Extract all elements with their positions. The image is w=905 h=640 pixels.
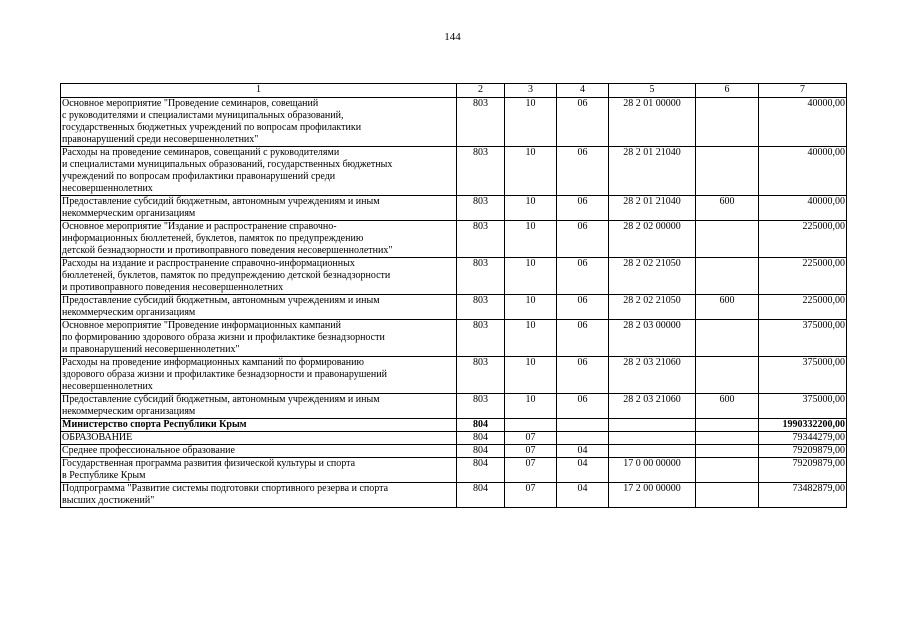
column-header: 3 bbox=[505, 84, 557, 98]
row-subsection-code bbox=[557, 419, 609, 432]
row-target-article: 28 2 01 21040 bbox=[609, 196, 696, 221]
table-row bbox=[61, 295, 847, 320]
row-section-code: 10 bbox=[505, 221, 557, 258]
row-expense-type bbox=[696, 432, 759, 445]
page-number: 144 bbox=[444, 31, 461, 43]
row-amount: 79344279,00 bbox=[759, 432, 847, 445]
row-name: Основное мероприятие "Проведение информационных кампаний по формированию здорового образа жизни и профилактике безнадзорности и правонарушений несовершеннолетних" bbox=[61, 320, 457, 357]
table-row bbox=[61, 432, 847, 445]
table-row bbox=[61, 98, 847, 147]
budget-table bbox=[60, 83, 847, 508]
row-section-code: 07 bbox=[505, 458, 557, 483]
row-target-article: 28 2 03 21060 bbox=[609, 357, 696, 394]
row-section-code: 10 bbox=[505, 295, 557, 320]
row-ministry-code: 804 bbox=[457, 483, 505, 508]
row-target-article bbox=[609, 445, 696, 458]
row-subsection-code: 06 bbox=[557, 98, 609, 147]
row-section-code bbox=[505, 419, 557, 432]
row-target-article bbox=[609, 419, 696, 432]
row-section-code: 07 bbox=[505, 445, 557, 458]
row-amount: 79209879,00 bbox=[759, 458, 847, 483]
row-subsection-code: 04 bbox=[557, 445, 609, 458]
row-expense-type: 600 bbox=[696, 295, 759, 320]
row-ministry-code: 803 bbox=[457, 258, 505, 295]
table-row bbox=[61, 445, 847, 458]
row-amount: 40000,00 bbox=[759, 196, 847, 221]
row-expense-type: 600 bbox=[696, 196, 759, 221]
row-target-article: 28 2 01 21040 bbox=[609, 147, 696, 196]
row-section-code: 07 bbox=[505, 483, 557, 508]
column-number-row bbox=[61, 84, 847, 98]
row-name: Предоставление субсидий бюджетным, автономным учреждениям и иным некоммерческим организациям bbox=[61, 196, 457, 221]
row-subsection-code: 06 bbox=[557, 221, 609, 258]
row-name: Основное мероприятие "Проведение семинаров, совещаний с руководителями и специалистами муниципальных образований, государственных бюджетных учреждений по вопросам профилактики правонарушений среди несовершеннолетних" bbox=[61, 98, 457, 147]
row-expense-type bbox=[696, 419, 759, 432]
table-row bbox=[61, 258, 847, 295]
row-amount: 375000,00 bbox=[759, 394, 847, 419]
row-amount: 1990332200,00 bbox=[759, 419, 847, 432]
row-ministry-code: 804 bbox=[457, 419, 505, 432]
table-row bbox=[61, 394, 847, 419]
row-section-code: 10 bbox=[505, 320, 557, 357]
row-expense-type bbox=[696, 258, 759, 295]
row-name: Предоставление субсидий бюджетным, автономным учреждениям и иным некоммерческим организациям bbox=[61, 295, 457, 320]
row-name: ОБРАЗОВАНИЕ bbox=[61, 432, 457, 445]
table-row bbox=[61, 196, 847, 221]
row-ministry-code: 803 bbox=[457, 320, 505, 357]
row-section-code: 10 bbox=[505, 98, 557, 147]
row-amount: 40000,00 bbox=[759, 98, 847, 147]
table-row bbox=[61, 483, 847, 508]
row-subsection-code: 06 bbox=[557, 357, 609, 394]
row-ministry-code: 803 bbox=[457, 295, 505, 320]
column-header: 4 bbox=[557, 84, 609, 98]
table-row bbox=[61, 458, 847, 483]
row-expense-type bbox=[696, 98, 759, 147]
row-subsection-code: 06 bbox=[557, 147, 609, 196]
row-expense-type bbox=[696, 221, 759, 258]
row-section-code: 10 bbox=[505, 394, 557, 419]
row-amount: 375000,00 bbox=[759, 357, 847, 394]
column-header: 6 bbox=[696, 84, 759, 98]
row-ministry-code: 804 bbox=[457, 458, 505, 483]
row-target-article: 28 2 01 00000 bbox=[609, 98, 696, 147]
row-name: Министерство спорта Республики Крым bbox=[61, 419, 457, 432]
row-name: Расходы на издание и распространение справочно-информационных бюллетеней, буклетов, памяток по предупреждению детской безнадзорности и противоправного поведения несовершеннолетних bbox=[61, 258, 457, 295]
row-ministry-code: 803 bbox=[457, 221, 505, 258]
row-expense-type: 600 bbox=[696, 394, 759, 419]
row-amount: 225000,00 bbox=[759, 258, 847, 295]
table-row bbox=[61, 221, 847, 258]
row-expense-type bbox=[696, 320, 759, 357]
row-name: Расходы на проведение семинаров, совещаний с руководителями и специалистами муниципальных образований, государственных бюджетных учреждений по вопросам профилактики правонарушений среди несовершеннолетних bbox=[61, 147, 457, 196]
row-section-code: 10 bbox=[505, 357, 557, 394]
row-target-article: 28 2 03 21060 bbox=[609, 394, 696, 419]
row-ministry-code: 803 bbox=[457, 147, 505, 196]
row-expense-type bbox=[696, 458, 759, 483]
row-subsection-code: 06 bbox=[557, 196, 609, 221]
row-expense-type bbox=[696, 445, 759, 458]
row-name: Подпрограмма "Развитие системы подготовки спортивного резерва и спорта высших достижений" bbox=[61, 483, 457, 508]
row-name: Основное мероприятие "Издание и распространение справочно- информационных бюллетеней, буклетов, памяток по предупреждению детской безнадзорности и противоправного поведения несовершеннолетних" bbox=[61, 221, 457, 258]
row-ministry-code: 803 bbox=[457, 394, 505, 419]
column-header: 1 bbox=[61, 84, 457, 98]
row-amount: 73482879,00 bbox=[759, 483, 847, 508]
row-section-code: 10 bbox=[505, 196, 557, 221]
table-row bbox=[61, 357, 847, 394]
row-amount: 79209879,00 bbox=[759, 445, 847, 458]
row-ministry-code: 803 bbox=[457, 98, 505, 147]
row-amount: 225000,00 bbox=[759, 295, 847, 320]
row-target-article bbox=[609, 432, 696, 445]
row-ministry-code: 803 bbox=[457, 357, 505, 394]
row-ministry-code: 803 bbox=[457, 196, 505, 221]
row-subsection-code: 06 bbox=[557, 295, 609, 320]
row-subsection-code bbox=[557, 432, 609, 445]
row-target-article: 28 2 03 00000 bbox=[609, 320, 696, 357]
row-target-article: 28 2 02 21050 bbox=[609, 295, 696, 320]
row-name: Расходы на проведение информационных кампаний по формированию здорового образа жизни и профилактике безнадзорности и правонарушений несовершеннолетних bbox=[61, 357, 457, 394]
row-subsection-code: 06 bbox=[557, 258, 609, 295]
row-ministry-code: 804 bbox=[457, 445, 505, 458]
row-subsection-code: 04 bbox=[557, 483, 609, 508]
column-header: 5 bbox=[609, 84, 696, 98]
row-expense-type bbox=[696, 147, 759, 196]
row-name: Предоставление субсидий бюджетным, автономным учреждениям и иным некоммерческим организациям bbox=[61, 394, 457, 419]
row-expense-type bbox=[696, 483, 759, 508]
row-target-article: 28 2 02 00000 bbox=[609, 221, 696, 258]
row-subsection-code: 06 bbox=[557, 394, 609, 419]
row-target-article: 17 0 00 00000 bbox=[609, 458, 696, 483]
row-name: Среднее профессиональное образование bbox=[61, 445, 457, 458]
table-row bbox=[61, 419, 847, 432]
row-target-article: 28 2 02 21050 bbox=[609, 258, 696, 295]
row-subsection-code: 06 bbox=[557, 320, 609, 357]
row-section-code: 10 bbox=[505, 147, 557, 196]
table-row bbox=[61, 320, 847, 357]
column-header: 2 bbox=[457, 84, 505, 98]
row-section-code: 07 bbox=[505, 432, 557, 445]
row-name: Государственная программа развития физической культуры и спорта в Республике Крым bbox=[61, 458, 457, 483]
row-expense-type bbox=[696, 357, 759, 394]
table-body bbox=[61, 98, 847, 508]
row-subsection-code: 04 bbox=[557, 458, 609, 483]
row-amount: 40000,00 bbox=[759, 147, 847, 196]
column-header: 7 bbox=[759, 84, 847, 98]
row-amount: 375000,00 bbox=[759, 320, 847, 357]
table-row bbox=[61, 147, 847, 196]
row-target-article: 17 2 00 00000 bbox=[609, 483, 696, 508]
row-amount: 225000,00 bbox=[759, 221, 847, 258]
row-section-code: 10 bbox=[505, 258, 557, 295]
row-ministry-code: 804 bbox=[457, 432, 505, 445]
